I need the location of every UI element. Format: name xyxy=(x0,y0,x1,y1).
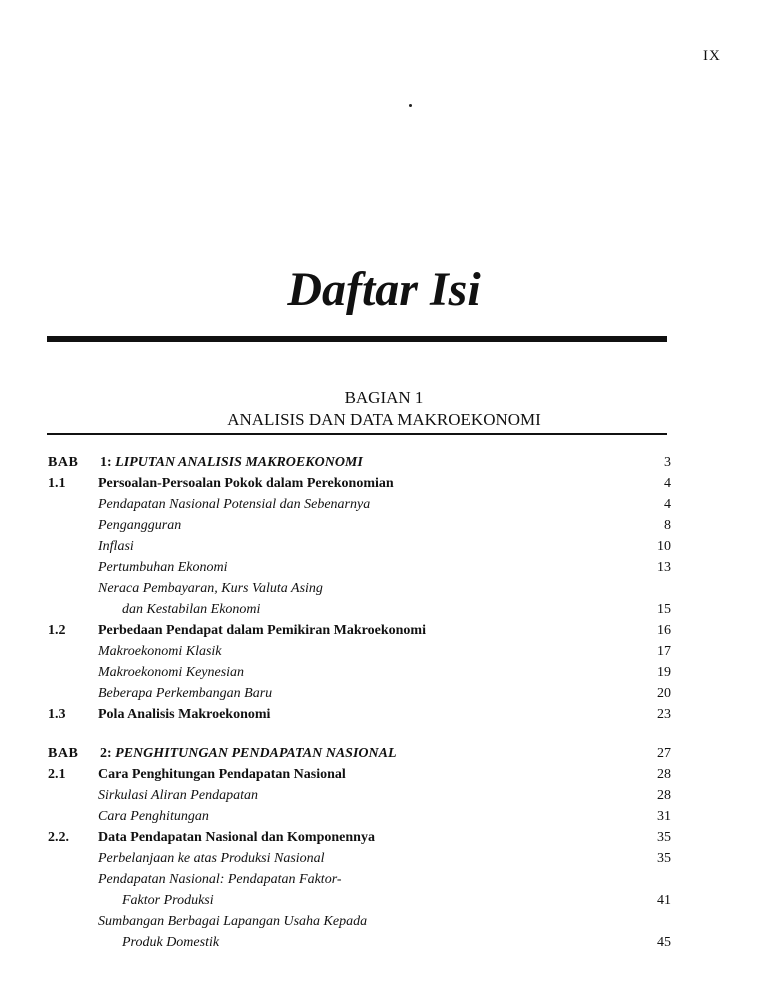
toc-title xyxy=(98,662,244,683)
toc-entry-section xyxy=(48,764,671,785)
toc-entry-sub xyxy=(48,806,671,827)
toc-number: 2.2. xyxy=(48,830,69,845)
toc-title-text: Makroekonomi Klasik xyxy=(98,644,222,659)
toc-title xyxy=(100,452,363,473)
toc-entry-sub xyxy=(48,557,671,578)
toc-page-number: 10 xyxy=(657,539,671,554)
toc-title xyxy=(98,785,258,806)
toc-title-text: Data Pendapatan Nasional dan Komponennya xyxy=(98,830,375,845)
toc-title-text: Inflasi xyxy=(98,539,134,554)
toc-entry-sub xyxy=(48,662,671,683)
toc-title-text: dan Kestabilan Ekonomi xyxy=(122,602,261,617)
toc-page-number: 45 xyxy=(657,935,671,950)
stray-dot xyxy=(409,104,412,107)
toc-title xyxy=(98,848,325,869)
toc-number: BAB xyxy=(48,746,79,761)
toc-title xyxy=(98,536,134,557)
toc-title xyxy=(98,515,181,536)
toc-entry-chapter xyxy=(48,452,671,473)
part-title: ANALISIS DAN DATA MAKROEKONOMI xyxy=(227,410,541,429)
toc-page-number: 35 xyxy=(657,851,671,866)
toc-page-number: 28 xyxy=(657,788,671,803)
toc-number: 1.2 xyxy=(48,623,66,638)
toc-page-number: 41 xyxy=(657,893,671,908)
toc-title xyxy=(122,599,260,620)
toc-page-number: 8 xyxy=(664,518,671,533)
part-label: BAGIAN 1 xyxy=(344,388,424,407)
page-number: IX xyxy=(703,48,721,64)
toc-title-text: Pola Analisis Makroekonomi xyxy=(98,707,271,722)
toc-entry-sub xyxy=(48,869,671,890)
toc-title-text: Pendapatan Nasional Potensial dan Sebenarnya xyxy=(98,497,371,512)
title-rule xyxy=(47,336,667,342)
toc-title-text: Cara Penghitungan xyxy=(98,809,209,824)
toc-title-text: Sirkulasi Aliran Pendapatan xyxy=(98,788,258,803)
toc-entry-sub xyxy=(48,785,671,806)
toc-page-number: 35 xyxy=(657,830,671,845)
toc-entry-sub xyxy=(48,536,671,557)
toc-title xyxy=(98,641,222,662)
toc-title xyxy=(98,557,227,578)
toc-number: BAB xyxy=(48,455,79,470)
toc-title-text: Beberapa Perkembangan Baru xyxy=(98,686,273,701)
page-title: Daftar Isi xyxy=(287,263,481,316)
table-of-contents xyxy=(48,452,671,953)
toc-page-number: 16 xyxy=(657,623,671,638)
chapter-number: 2: xyxy=(100,746,112,761)
toc-title xyxy=(98,806,209,827)
toc-entry-cont xyxy=(48,599,671,620)
toc-title-text: Pendapatan Nasional: Pendapatan Faktor- xyxy=(98,872,342,887)
toc-page-number: 3 xyxy=(664,455,671,470)
toc-title xyxy=(98,869,342,890)
toc-title-text: Pengangguran xyxy=(98,518,182,533)
toc-title-text: Pertumbuhan Ekonomi xyxy=(98,560,228,575)
toc-entry-section xyxy=(48,620,671,641)
toc-entry-sub xyxy=(48,911,671,932)
toc-title xyxy=(98,620,426,641)
chapter-number: 1: xyxy=(100,455,112,470)
toc-entry-sub xyxy=(48,848,671,869)
toc-number: 1.3 xyxy=(48,707,66,722)
toc-title xyxy=(98,578,323,599)
toc-page-number: 4 xyxy=(664,476,671,491)
toc-page-number: 15 xyxy=(657,602,671,617)
toc-title xyxy=(122,890,214,911)
toc-title xyxy=(98,704,270,725)
toc-entry-section xyxy=(48,473,671,494)
toc-entry-sub xyxy=(48,515,671,536)
toc-title-text: Neraca Pembayaran, Kurs Valuta Asing xyxy=(98,581,323,596)
toc-title xyxy=(98,911,367,932)
toc-entry-sub xyxy=(48,578,671,599)
toc-entry-sub xyxy=(48,641,671,662)
toc-title-text: Sumbangan Berbagai Lapangan Usaha Kepada xyxy=(98,914,368,929)
toc-entry-cont xyxy=(48,890,671,911)
toc-title xyxy=(122,932,219,953)
toc-title-text: Makroekonomi Keynesian xyxy=(98,665,245,680)
toc-page-number: 28 xyxy=(657,767,671,782)
toc-entry-section xyxy=(48,704,671,725)
toc-title-text: PENGHITUNGAN PENDAPATAN NASIONAL xyxy=(115,746,397,761)
toc-title xyxy=(100,743,397,764)
toc-page-number: 17 xyxy=(657,644,671,659)
toc-page-number: 27 xyxy=(657,746,671,761)
toc-page-number: 19 xyxy=(657,665,671,680)
toc-entry-sub xyxy=(48,683,671,704)
toc-page-number: 23 xyxy=(657,707,671,722)
toc-page-number: 13 xyxy=(657,560,671,575)
toc-title-text: LIPUTAN ANALISIS MAKROEKONOMI xyxy=(115,455,363,470)
toc-title xyxy=(98,827,375,848)
part-rule xyxy=(47,433,667,435)
toc-entry-sub xyxy=(48,494,671,515)
toc-title xyxy=(98,473,394,494)
toc-title-text: Persoalan-Persoalan Pokok dalam Perekonomian xyxy=(98,476,394,491)
toc-title xyxy=(98,683,272,704)
toc-title-text: Perbelanjaan ke atas Produksi Nasional xyxy=(98,851,325,866)
toc-number: 1.1 xyxy=(48,476,66,491)
toc-page-number: 4 xyxy=(664,497,671,512)
toc-title xyxy=(98,494,370,515)
toc-number: 2.1 xyxy=(48,767,66,782)
toc-entry-chapter xyxy=(48,743,671,764)
toc-title-text: Cara Penghitungan Pendapatan Nasional xyxy=(98,767,346,782)
toc-page-number: 20 xyxy=(657,686,671,701)
toc-title xyxy=(98,764,346,785)
toc-page-number: 31 xyxy=(657,809,671,824)
toc-title-text: Perbedaan Pendapat dalam Pemikiran Makroekonomi xyxy=(98,623,426,638)
toc-title-text: Faktor Produksi xyxy=(122,893,214,908)
toc-entry-cont xyxy=(48,932,671,953)
toc-title-text: Produk Domestik xyxy=(122,935,220,950)
toc-entry-section xyxy=(48,827,671,848)
